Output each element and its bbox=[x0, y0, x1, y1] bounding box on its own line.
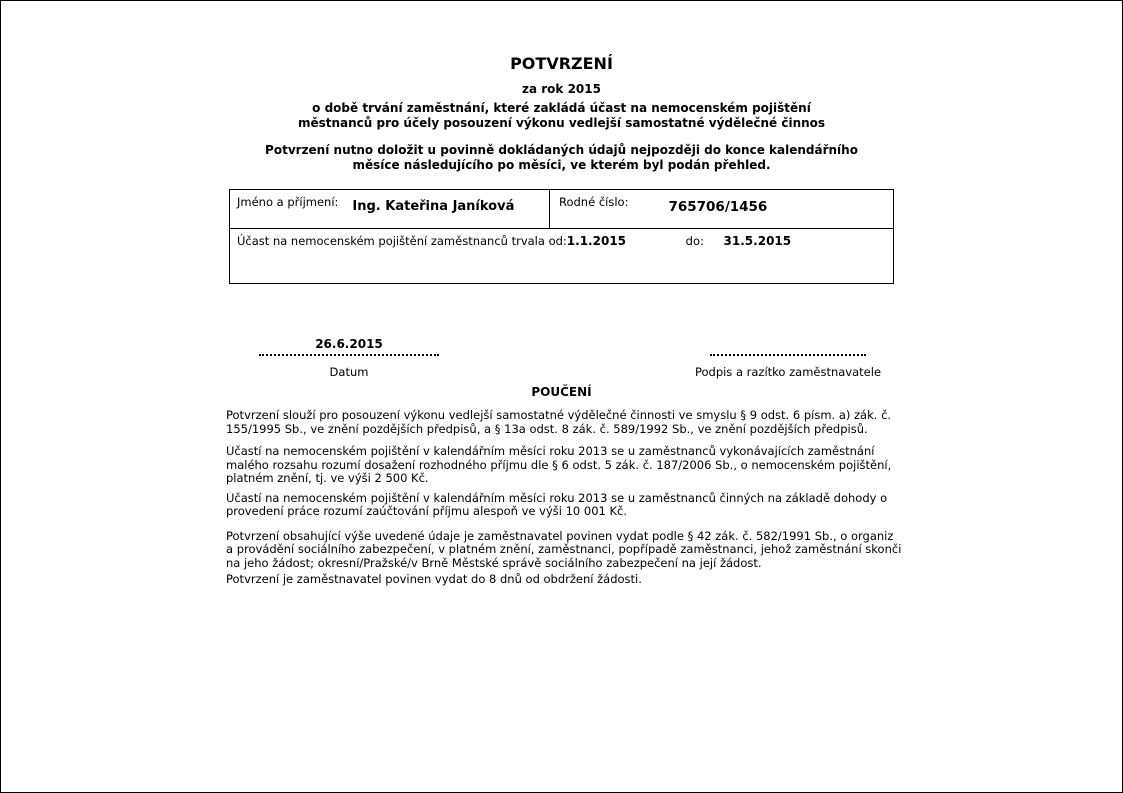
date-signature-block bbox=[259, 337, 439, 379]
form-row-participation bbox=[230, 229, 893, 253]
advisory-paragraph-line: Účastí na nemocenském pojištění v kalendářním měsíci roku 2013 se u zaměstnanců činných na základě dohody o bbox=[226, 491, 888, 505]
employer-signature-block bbox=[689, 337, 887, 379]
advisory-paragraph-line: Účastí na nemocenském pojištění v kalendářním měsíci roku 2013 se u zaměstnanců vykonávajících zaměstnání bbox=[226, 445, 875, 458]
participation-to-value: 31.5.2015 bbox=[723, 234, 792, 248]
notice-line-2: měsíce následujícího po měsíci, ve kterém byl podán přehled. bbox=[352, 157, 771, 172]
issue-date-value: 26.6.2015 bbox=[315, 337, 383, 351]
page-title: POTVRZENÍ bbox=[510, 54, 613, 73]
advisory-paragraph-line: platném znění, tj. ve výši 2 500 Kč. bbox=[226, 472, 429, 485]
birth-number-label: Rodné číslo: bbox=[559, 195, 629, 209]
participation-from-value: 1.1.2015 bbox=[566, 234, 627, 248]
advisory-paragraph-line: provedení práce rozumí zaúčtování příjmu alespoň ve výši 10 001 Kč. bbox=[226, 505, 628, 518]
name-label: Jméno a příjmení: bbox=[237, 195, 339, 209]
signature-caption: Podpis a razítko zaměstnavatele bbox=[694, 365, 882, 379]
submission-notice bbox=[1, 143, 1122, 172]
description-line-2: městnanců pro účely posouzení výkonu vedlejší samostatné výdělečné činnos bbox=[297, 115, 826, 130]
form-row-identity bbox=[230, 190, 893, 229]
description-line-1: o době trvání zaměstnání, které zakládá účast na nemocenském pojištění bbox=[312, 101, 811, 115]
birth-number-value: 765706/1456 bbox=[668, 199, 768, 215]
name-cell bbox=[230, 190, 550, 228]
advisory-body bbox=[226, 409, 916, 587]
advisory-paragraph-line: a provádění sociálního zabezpečení, v platném znění, zaměstnanci, popřípadě zaměstnanci, jehož zaměstnání skonči bbox=[226, 543, 902, 556]
advisory-paragraph-line: Potvrzení obsahující výše uvedené údaje je zaměstnavatel povinen vydat podle § 42 zák. č. 582/1991 Sb., o organiz bbox=[226, 529, 894, 543]
date-caption: Datum bbox=[329, 365, 369, 379]
advisory-heading: POUČENÍ bbox=[531, 385, 592, 399]
notice-line-1: Potvrzení nutno doložit u povinně dokládaných údajů nejpozději do konce kalendářního bbox=[265, 143, 858, 157]
year-subtitle: za rok 2015 bbox=[522, 82, 601, 96]
advisory-paragraph-line: Potvrzení slouží pro posouzení výkonu vedlejší samostatné výdělečné činnosti ve smyslu § 9 odst. 6 písm. a) zák. č. bbox=[226, 409, 892, 422]
birth-number-cell bbox=[550, 190, 893, 228]
date-dotted-line bbox=[259, 351, 439, 356]
participation-label: Účast na nemocenském pojištění zaměstnanců trvala od: bbox=[237, 234, 567, 248]
paragraph-gap bbox=[226, 519, 916, 530]
name-value: Ing. Kateřina Janíková bbox=[352, 199, 515, 214]
advisory-paragraph-line: 155/1995 Sb., ve znění pozdějších předpisů, a § 13a odst. 8 zák. č. 589/1992 Sb., ve znění pozdějších předpisů. bbox=[226, 422, 868, 436]
advisory-paragraph-line: na jeho žádost; okresní/Pražské/v Brně Městské správě sociálního zabezpečení na její žádost. bbox=[226, 556, 762, 570]
advisory-paragraph-line: malého rozsahu rozumí dosažení rozhodného příjmu dle § 6 odst. 5 zák. č. 187/2006 Sb., o nemocenském pojištění, bbox=[226, 458, 892, 472]
document-description bbox=[1, 101, 1122, 130]
advisory-paragraph-line: Potvrzení je zaměstnavatel povinen vydat do 8 dnů od obdržení žádosti. bbox=[226, 573, 642, 586]
paragraph-gap bbox=[226, 436, 916, 445]
employee-form-box bbox=[229, 189, 894, 284]
signature-dotted-line bbox=[710, 351, 866, 356]
participation-to-label: do: bbox=[685, 234, 704, 248]
document-header bbox=[1, 1, 1122, 172]
